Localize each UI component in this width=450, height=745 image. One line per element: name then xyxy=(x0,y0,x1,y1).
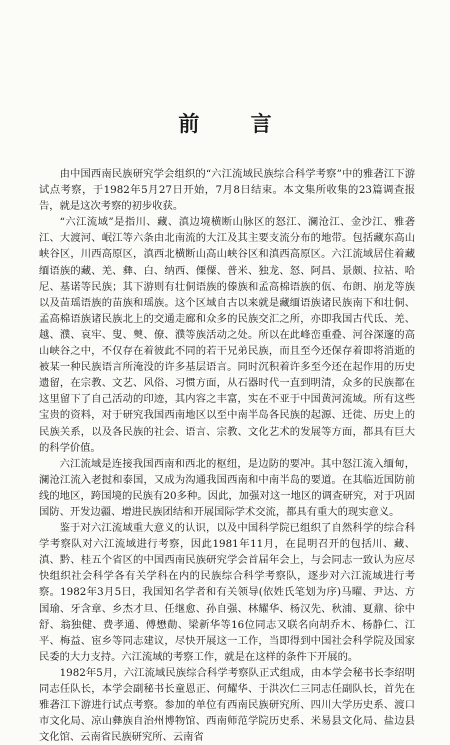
preface-body xyxy=(39,166,415,745)
paragraph-3: 六江流域是连接我国西南和西北的枢纽，是边防的要冲。其中怒江流入缅甸，澜沧江流入老挝和泰国，又成为沟通我国西南和中南半岛的要道。在其临近国防前线的地区，跨国境的民族有20多种。因此，加强对这一地区的调查研究，对于巩固国防、开发边疆、增进民族团结和开展国际学术交流，都具有重大的现实意义。 xyxy=(39,457,415,518)
paragraph-4: 鉴于对六江流域重大意义的认识，以及中国科学院已组织了自然科学的综合科学考察队对六江流域进行考察，因此1981年11月，在昆明召开的包括川、藏、滇、黔、桂五个省区的中国西南民族研究学会首届年会上，与会同志一致认为应尽快组织社会科学各有关学科在内的民族综合科学考察队，逐步对六江流域进行考察。1982年3月5日，我国知名学者和有关领导(依姓氏笔划为序)马曜、尹达、方国瑜、牙含章、乡杰才旦、任继愈、孙自强、林耀华、杨汉先、秋浦、夏鼐、徐中舒、翁独健、费孝通、傅懋勣、梁新华等16位同志又联名向胡乔木、杨静仁、江平、梅益、宦乡等同志建议，尽快开展这一工作，当即得到中国社会科学院及国家民委的大力支持。六江流域的考察工作，就是在这样的条件下开展的。 xyxy=(39,522,415,663)
page-title: 前 言 xyxy=(178,111,294,136)
paragraph-1: 由中国西南民族研究学会组织的“六江流域民族综合科学考察”中的雅砻江下游试点考察，于1982年5月27日开始，7月8日结束。本文集所收集的23篇调查报告，就是这次考察的初步收获。 xyxy=(39,168,415,213)
paragraph-2: “六江流域”是指川、藏、滇边境横断山脉区的怒江、澜沧江、金沙江、雅砻江、大渡河、岷江等六条由北南流的大江及其主要支流分布的地带。包括藏东高山峡谷区，川西高原区，滇西北横断山高山峡谷区和滇西高原区。六江流域居住着藏缅语族的藏、羌、彝、白、纳西、傈僳、普米、独龙、怒、阿昌、景颇、拉祜、哈尼、基诺等民族；其下游则有壮侗语族的傣族和孟高棉语族的佤、布朗、崩龙等族以及苗瑶语族的苗族和瑶族。这个区域自古以来就是藏缅语族诸民族南下和壮侗、孟高棉语族诸民族北上的交通走廊和众多的民族交汇之所，亦即我国古代氐、羌、越、濮、哀牢、叟、僰、僚、濮等族活动之处。所以在此峰峦重叠、河谷深邃的高山峡谷之中，不仅存在着彼此不同的若干兄弟民族，而且至今还保存着即将消逝的被某一种民族语言所淹没的许多基层语言。同时沉积着许多至今还在起作用的历史遗留，在宗教、文艺、风俗、习惯方面，从石器时代一直到明清，众多的民族都在这里留下了自己活动的印迹，其内容之丰富，实在不亚于中国黄河流域。所有这些宝贵的资料，对于研究我国西南地区以至中南半岛各民族的起源、迁徙、历史上的民族关系，以及各民族的社会、语言、宗教、文化艺术的发展等方面，都具有巨大的科学价值。 xyxy=(39,216,415,454)
paragraph-5: 1982年5月，六江流域民族综合科学考察队正式组成，由本学会秘书长李绍明同志任队长，本学会副秘书长童恩正、何耀华、于洪次仁三同志任副队长，首先在雅砻江下游进行试点考察。参加的单位有西南民族研究所、四川大学历史系、渡口市文化局、凉山彝族自治州博物馆、西南师范学院历史系、米易县文化局、盐边县文化馆、云南省民族研究所、云南省 xyxy=(39,666,415,744)
